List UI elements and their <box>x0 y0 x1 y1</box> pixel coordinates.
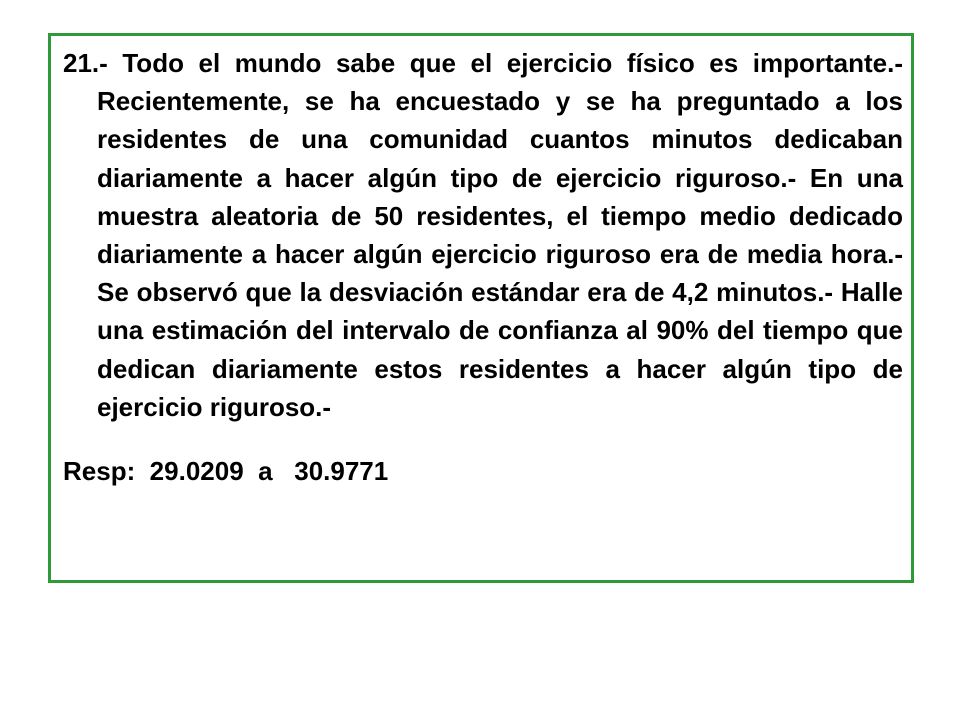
problem-box <box>48 33 914 583</box>
problem-statement: 21.- Todo el mundo sabe que el ejercicio físico es importante.- Recientemente, se ha encuestado y se ha preguntado a los residentes de una comunidad cuantos minutos dedicaban diariamente a hacer algún tipo de ejercicio riguroso.- En una muestra aleatoria de 50 residentes, el tiempo medio dedicado diariamente a hacer algún ejercicio riguroso era de media hora.- Se observó que la desviación estándar era de 4,2 minutos.- Halle una estimación del intervalo de confianza al 90% del tiempo que dedican diariamente estos residentes a hacer algún tipo de ejercicio riguroso.- <box>63 48 903 422</box>
answer-line: Resp: 29.0209 a 30.9771 <box>63 456 389 487</box>
